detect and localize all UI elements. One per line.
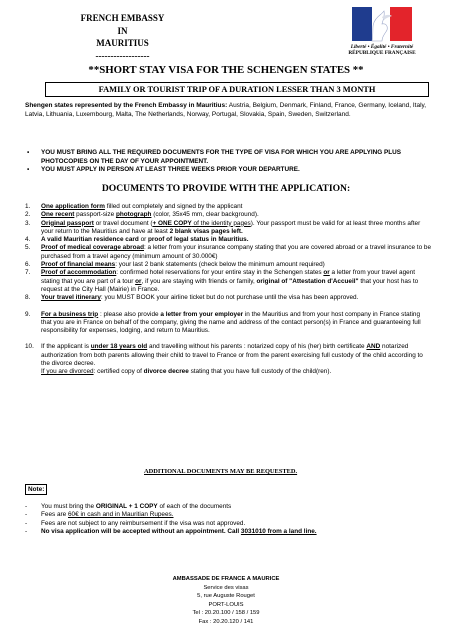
square-bullet-icon: ▪ xyxy=(27,149,30,156)
logo-motto: Liberté • Égalité • Fraternité xyxy=(350,44,414,50)
marianne-flag-icon xyxy=(338,5,426,45)
list-item: 1. One application form filled out completely and signed by the applicant xyxy=(25,203,243,210)
list-item: 3. Original passport or travel document (+ ONE COPY of the identity pages). Your passport must be valid for at least three months after your return to the Mauritius and have at least 2 blank visas pages left. xyxy=(25,219,421,235)
list-item: 5. Proof of medical coverage abroad: a letter from your insurance company stating that you are covered abroad or a travel insurance to be purchased from a travel agency (minimum amount of 30.000€) xyxy=(25,244,432,260)
list-item: 2. One recent passport-size photograph (color, 35x45 mm, clear background). xyxy=(25,211,259,219)
footer-fax: Fax : 20.20.120 / 141 xyxy=(198,618,254,625)
republique-francaise-logo xyxy=(338,5,426,60)
additional-documents-notice: ADDITIONAL DOCUMENTS MAY BE REQUESTED. xyxy=(144,468,298,475)
header-line-1: FRENCH EMBASSY xyxy=(80,13,165,23)
list-item: - You must bring the ORIGINAL + 1 COPY of each of the documents xyxy=(25,503,232,510)
notice-item xyxy=(25,166,430,175)
footer-line: PORT-LOUIS xyxy=(208,601,244,608)
notice-text: YOU MUST APPLY IN PERSON AT LEAST THREE WEEKS PRIOR YOUR DEPARTURE. xyxy=(41,166,300,174)
intro-countries: Austria, Belgium, Denmark, Finland, France, Germany, Iceland, Italy, Latvia, Lithuania, Luxembourg, Malta, The Netherlands, Norway, Portugal, Slovakia, Spain, Sweden, Switzerland. xyxy=(25,102,427,118)
footer-line: 5, rue Auguste Rouget xyxy=(197,593,255,599)
footer-phone: Tel : 20.20.100 / 158 / 159 xyxy=(192,610,260,616)
list-item: 9. For a business trip : please also provide a letter from your employer in the Mauritius and from your host company in France stating that you are in France on behalf of the company, giving the name and address of the contact person(s) in France and guaranteeing full responsibility for expenses, lodging, and return to Mauritius. xyxy=(25,310,421,335)
list-item: 4. A valid Mauritian residence card or proof of legal status in Mauritius. xyxy=(25,236,249,244)
trip-type-box: FAMILY OR TOURIST TRIP OF A DURATION LESSER THAN 3 MONTH xyxy=(45,82,429,97)
list-item: 6. Proof of financial means: your last 2 bank statements (check below the minimum amount required) xyxy=(25,261,325,269)
intro-lead: Shengen states represented by the French Embassy in Mauritius: xyxy=(25,102,228,109)
page-title: **SHORT STAY VISA FOR THE SCHENGEN STATES ** xyxy=(88,64,364,76)
list-item: - Fees are not subject to any reimbursement if the visa was not approved. xyxy=(25,519,246,527)
embassy-address-footer xyxy=(100,575,352,626)
embassy-header xyxy=(55,12,190,62)
footer-line: Service des visas xyxy=(203,584,249,591)
list-item: - Fees are 60€ in cash and in Mauritian Rupees. xyxy=(25,511,174,519)
documents-subtitle: DOCUMENTS TO PROVIDE WITH THE APPLICATION: xyxy=(101,183,351,194)
list-item: 8. Your travel itinerary: you MUST BOOK your airline ticket but do not purchase until the visa has been approved. xyxy=(25,294,359,302)
list-item: 10. If the applicant is under 18 years old and travelling without his parents : notarized copy of his (her) birth certificate AND notarized authorization from both parents allowing their child to travel to France or from the parent exercising full custody of the child according to the divorce decree. If you are divorced: certified copy of divorce decree stating that you have full custody of the child(ren). xyxy=(25,343,423,376)
documents-list xyxy=(25,203,432,377)
list-item: 7. Proof of accommodation: confirmed hotel reservations for your entire stay in the Schengen states or a letter from your travel agent stating that you are part of a tour or, if you are staying with friends or family, original of "Attestation d'Accueil" that your host has to request at the City Hall (Mairie) in France. xyxy=(25,269,419,293)
header-line-4: ------------------ xyxy=(95,50,150,61)
list-item: - No visa application will be accepted without an appointment. Call 3031010 from a land line. xyxy=(25,528,317,536)
notice-text: YOU MUST BRING ALL THE REQUIRED DOCUMENTS FOR THE TYPE OF VISA FOR WHICH YOU ARE APPLYING PLUS PHOTOCOPIES ON THE DAY OF YOUR APPOINTMENT. xyxy=(41,149,402,165)
fee-notes xyxy=(25,503,432,537)
footer-title: AMBASSADE DE FRANCE A MAURICE xyxy=(172,576,280,582)
schengen-states-paragraph xyxy=(25,102,430,119)
header-line-3: MAURITIUS xyxy=(96,38,149,48)
note-label: Note: xyxy=(25,484,47,495)
logo-country: RÉPUBLIQUE FRANÇAISE xyxy=(348,50,416,57)
notice-item xyxy=(25,149,430,166)
square-bullet-icon: ▪ xyxy=(27,166,30,174)
header-line-2: IN xyxy=(117,25,128,36)
important-notices xyxy=(25,149,430,175)
